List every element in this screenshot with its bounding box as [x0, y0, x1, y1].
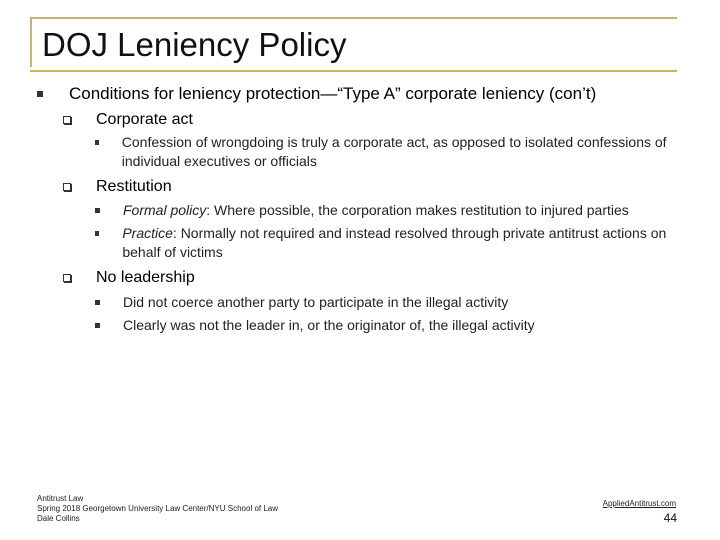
square-bullet-icon: [95, 323, 100, 328]
list-item-body: : Normally not required and instead resolved through private antitrust actions on behalf of victims: [122, 225, 667, 260]
list-item-body: : Where possible, the corporation makes restitution to injured parties: [206, 202, 629, 218]
footer-site-link[interactable]: AppliedAntitrust.com: [602, 499, 676, 508]
list-item-text: Did not coerce another party to participate in the illegal activity: [123, 294, 509, 310]
section-heading-row: [63, 177, 172, 197]
list-item-text: Confession of wrongdoing is truly a corporate act, as opposed to isolated confessions of individual executives or officials: [121, 134, 667, 169]
list-item-text: [123, 201, 629, 220]
list-item-lead: Formal policy: [123, 202, 207, 218]
list-item: [95, 133, 685, 171]
hollow-square-bullet-icon: [63, 116, 71, 124]
section-heading-row: [63, 110, 193, 130]
level1-text: Conditions for leniency protection—“Type A” corporate leniency (con’t): [69, 84, 597, 103]
footer-info: [37, 494, 278, 524]
square-bullet-icon: [37, 91, 43, 97]
list-item: [95, 224, 685, 262]
square-bullet-icon: [95, 140, 99, 145]
list-item-lead: Practice: [122, 225, 173, 241]
section-heading: Corporate act: [96, 111, 193, 128]
list-item: [95, 293, 685, 312]
section-heading: No leadership: [96, 269, 195, 286]
footer-term: Spring 2018 Georgetown University Law Center/NYU School of Law: [37, 504, 279, 513]
title-rule: [30, 70, 677, 72]
slide-title: DOJ Leniency Policy: [42, 26, 347, 63]
title-frame-left: [30, 17, 32, 67]
list-item-text: Clearly was not the leader in, or the originator of, the illegal activity: [123, 317, 535, 333]
square-bullet-icon: [95, 300, 100, 305]
hollow-square-bullet-icon: [63, 274, 71, 282]
list-item: [95, 201, 715, 220]
title-frame-top: [30, 17, 677, 19]
page-number: 44: [663, 511, 677, 525]
section-heading: Restitution: [96, 178, 172, 195]
footer-course: Antitrust Law: [37, 494, 84, 503]
footer-author: Dale Collins: [37, 514, 80, 523]
level1-item: [37, 84, 697, 104]
list-item-text: [122, 224, 685, 262]
hollow-square-bullet-icon: [63, 183, 71, 191]
square-bullet-icon: [95, 231, 99, 236]
square-bullet-icon: [95, 208, 100, 213]
section-heading-row: [63, 268, 195, 288]
list-item: [95, 316, 685, 335]
